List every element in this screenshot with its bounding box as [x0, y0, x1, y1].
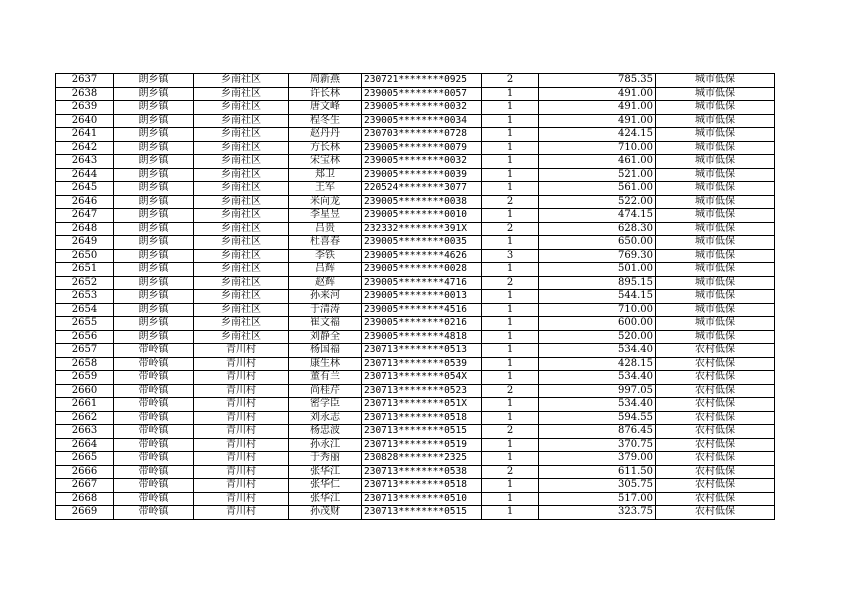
- id-number-cell: 239005********0028: [362, 263, 482, 277]
- amount-cell: 997.05: [539, 384, 656, 398]
- name-cell: 李星昱: [289, 209, 362, 223]
- community-cell: 青川村: [194, 438, 289, 452]
- row-number-cell: 2650: [56, 249, 114, 263]
- name-cell: 孙来河: [289, 290, 362, 304]
- community-cell: 乡南社区: [194, 195, 289, 209]
- town-cell: 带岭镇: [114, 452, 194, 466]
- id-number-cell: 239005********0216: [362, 317, 482, 331]
- town-cell: 带岭镇: [114, 479, 194, 493]
- category-cell: 农村低保: [656, 425, 775, 439]
- community-cell: 乡南社区: [194, 290, 289, 304]
- town-cell: 朗乡镇: [114, 155, 194, 169]
- table-row: [56, 465, 775, 479]
- household-size-cell: 1: [482, 303, 539, 317]
- community-cell: 乡南社区: [194, 74, 289, 88]
- town-cell: 带岭镇: [114, 398, 194, 412]
- id-number-cell: 239005********4716: [362, 276, 482, 290]
- amount-cell: 428.15: [539, 357, 656, 371]
- table-row: [56, 290, 775, 304]
- table-row: [56, 276, 775, 290]
- category-cell: 城市低保: [656, 249, 775, 263]
- id-number-cell: 230703********0728: [362, 128, 482, 142]
- household-size-cell: 1: [482, 168, 539, 182]
- household-size-cell: 1: [482, 141, 539, 155]
- table-row: [56, 506, 775, 520]
- id-number-cell: 230713********0518: [362, 479, 482, 493]
- name-cell: 杜喜春: [289, 236, 362, 250]
- amount-cell: 461.00: [539, 155, 656, 169]
- table-row: [56, 128, 775, 142]
- table-row: [56, 317, 775, 331]
- id-number-cell: 230713********0539: [362, 357, 482, 371]
- household-size-cell: 1: [482, 101, 539, 115]
- id-number-cell: 239005********0079: [362, 141, 482, 155]
- community-cell: 青川村: [194, 371, 289, 385]
- name-cell: 杨忠波: [289, 425, 362, 439]
- community-cell: 青川村: [194, 357, 289, 371]
- row-number-cell: 2666: [56, 465, 114, 479]
- table-row: [56, 222, 775, 236]
- row-number-cell: 2657: [56, 344, 114, 358]
- name-cell: 孙茂财: [289, 506, 362, 520]
- category-cell: 农村低保: [656, 465, 775, 479]
- table-row: [56, 425, 775, 439]
- town-cell: 朗乡镇: [114, 182, 194, 196]
- id-number-cell: 239005********4516: [362, 303, 482, 317]
- household-size-cell: 1: [482, 330, 539, 344]
- town-cell: 朗乡镇: [114, 209, 194, 223]
- town-cell: 带岭镇: [114, 344, 194, 358]
- amount-cell: 305.75: [539, 479, 656, 493]
- town-cell: 朗乡镇: [114, 236, 194, 250]
- category-cell: 城市低保: [656, 209, 775, 223]
- name-cell: 于秀丽: [289, 452, 362, 466]
- town-cell: 朗乡镇: [114, 128, 194, 142]
- id-number-cell: 220524********3077: [362, 182, 482, 196]
- row-number-cell: 2637: [56, 74, 114, 88]
- community-cell: 乡南社区: [194, 222, 289, 236]
- id-number-cell: 230828********2325: [362, 452, 482, 466]
- household-size-cell: 1: [482, 357, 539, 371]
- category-cell: 农村低保: [656, 398, 775, 412]
- household-size-cell: 2: [482, 425, 539, 439]
- name-cell: 郑卫: [289, 168, 362, 182]
- household-size-cell: 1: [482, 398, 539, 412]
- town-cell: 带岭镇: [114, 425, 194, 439]
- id-number-cell: 239005********0010: [362, 209, 482, 223]
- amount-cell: 710.00: [539, 303, 656, 317]
- category-cell: 城市低保: [656, 195, 775, 209]
- name-cell: 方长林: [289, 141, 362, 155]
- category-cell: 城市低保: [656, 263, 775, 277]
- table-row: [56, 344, 775, 358]
- id-number-cell: 239005********0057: [362, 87, 482, 101]
- town-cell: 带岭镇: [114, 371, 194, 385]
- amount-cell: 650.00: [539, 236, 656, 250]
- name-cell: 程冬生: [289, 114, 362, 128]
- community-cell: 青川村: [194, 452, 289, 466]
- row-number-cell: 2641: [56, 128, 114, 142]
- name-cell: 吕贵: [289, 222, 362, 236]
- id-number-cell: 230713********054X: [362, 371, 482, 385]
- household-size-cell: 1: [482, 317, 539, 331]
- row-number-cell: 2653: [56, 290, 114, 304]
- row-number-cell: 2658: [56, 357, 114, 371]
- table-row: [56, 479, 775, 493]
- name-cell: 孙永江: [289, 438, 362, 452]
- table-row: [56, 195, 775, 209]
- table-row: [56, 411, 775, 425]
- table-row: [56, 398, 775, 412]
- household-size-cell: 1: [482, 114, 539, 128]
- amount-cell: 534.40: [539, 398, 656, 412]
- table-row: [56, 101, 775, 115]
- community-cell: 青川村: [194, 398, 289, 412]
- category-cell: 城市低保: [656, 330, 775, 344]
- row-number-cell: 2640: [56, 114, 114, 128]
- table-row: [56, 371, 775, 385]
- household-size-cell: 1: [482, 506, 539, 520]
- category-cell: 农村低保: [656, 492, 775, 506]
- table-row: [56, 492, 775, 506]
- amount-cell: 628.30: [539, 222, 656, 236]
- row-number-cell: 2643: [56, 155, 114, 169]
- name-cell: 于清涛: [289, 303, 362, 317]
- row-number-cell: 2648: [56, 222, 114, 236]
- name-cell: 许长林: [289, 87, 362, 101]
- id-number-cell: 230713********0538: [362, 465, 482, 479]
- community-cell: 乡南社区: [194, 114, 289, 128]
- amount-cell: 895.15: [539, 276, 656, 290]
- row-number-cell: 2642: [56, 141, 114, 155]
- name-cell: 李铁: [289, 249, 362, 263]
- category-cell: 城市低保: [656, 182, 775, 196]
- household-size-cell: 1: [482, 411, 539, 425]
- household-size-cell: 1: [482, 344, 539, 358]
- row-number-cell: 2654: [56, 303, 114, 317]
- community-cell: 乡南社区: [194, 128, 289, 142]
- amount-cell: 491.00: [539, 101, 656, 115]
- id-number-cell: 230713********0515: [362, 506, 482, 520]
- household-size-cell: 1: [482, 263, 539, 277]
- row-number-cell: 2647: [56, 209, 114, 223]
- household-size-cell: 1: [482, 290, 539, 304]
- table-row: [56, 303, 775, 317]
- row-number-cell: 2646: [56, 195, 114, 209]
- amount-cell: 594.55: [539, 411, 656, 425]
- table-row: [56, 155, 775, 169]
- household-size-cell: 1: [482, 492, 539, 506]
- row-number-cell: 2645: [56, 182, 114, 196]
- category-cell: 城市低保: [656, 168, 775, 182]
- amount-cell: 517.00: [539, 492, 656, 506]
- table-row: [56, 182, 775, 196]
- town-cell: 带岭镇: [114, 465, 194, 479]
- town-cell: 带岭镇: [114, 411, 194, 425]
- category-cell: 城市低保: [656, 236, 775, 250]
- town-cell: 朗乡镇: [114, 222, 194, 236]
- category-cell: 城市低保: [656, 114, 775, 128]
- category-cell: 城市低保: [656, 87, 775, 101]
- amount-cell: 491.00: [539, 114, 656, 128]
- row-number-cell: 2664: [56, 438, 114, 452]
- town-cell: 朗乡镇: [114, 303, 194, 317]
- row-number-cell: 2649: [56, 236, 114, 250]
- category-cell: 农村低保: [656, 452, 775, 466]
- id-number-cell: 230713********0515: [362, 425, 482, 439]
- table-row: [56, 236, 775, 250]
- relief-roster-table: [55, 73, 775, 520]
- id-number-cell: 230713********0518: [362, 411, 482, 425]
- town-cell: 朗乡镇: [114, 249, 194, 263]
- town-cell: 朗乡镇: [114, 330, 194, 344]
- name-cell: 刘永志: [289, 411, 362, 425]
- household-size-cell: 1: [482, 236, 539, 250]
- town-cell: 朗乡镇: [114, 114, 194, 128]
- community-cell: 青川村: [194, 479, 289, 493]
- row-number-cell: 2663: [56, 425, 114, 439]
- name-cell: 张华仁: [289, 479, 362, 493]
- row-number-cell: 2656: [56, 330, 114, 344]
- household-size-cell: 1: [482, 128, 539, 142]
- amount-cell: 370.75: [539, 438, 656, 452]
- name-cell: 崔文福: [289, 317, 362, 331]
- category-cell: 城市低保: [656, 141, 775, 155]
- id-number-cell: 239005********0034: [362, 114, 482, 128]
- table-row: [56, 87, 775, 101]
- name-cell: 康生林: [289, 357, 362, 371]
- community-cell: 乡南社区: [194, 141, 289, 155]
- id-number-cell: 230713********051X: [362, 398, 482, 412]
- amount-cell: 611.50: [539, 465, 656, 479]
- name-cell: 刘静全: [289, 330, 362, 344]
- household-size-cell: 2: [482, 222, 539, 236]
- category-cell: 农村低保: [656, 344, 775, 358]
- amount-cell: 501.00: [539, 263, 656, 277]
- category-cell: 城市低保: [656, 317, 775, 331]
- amount-cell: 522.00: [539, 195, 656, 209]
- town-cell: 朗乡镇: [114, 87, 194, 101]
- household-size-cell: 1: [482, 438, 539, 452]
- community-cell: 乡南社区: [194, 317, 289, 331]
- town-cell: 带岭镇: [114, 438, 194, 452]
- id-number-cell: 230713********0513: [362, 344, 482, 358]
- community-cell: 乡南社区: [194, 87, 289, 101]
- name-cell: 王军: [289, 182, 362, 196]
- town-cell: 朗乡镇: [114, 290, 194, 304]
- community-cell: 青川村: [194, 411, 289, 425]
- amount-cell: 710.00: [539, 141, 656, 155]
- row-number-cell: 2665: [56, 452, 114, 466]
- amount-cell: 785.35: [539, 74, 656, 88]
- category-cell: 农村低保: [656, 506, 775, 520]
- community-cell: 乡南社区: [194, 263, 289, 277]
- household-size-cell: 1: [482, 87, 539, 101]
- name-cell: 周新燕: [289, 74, 362, 88]
- community-cell: 乡南社区: [194, 209, 289, 223]
- table-row: [56, 249, 775, 263]
- amount-cell: 520.00: [539, 330, 656, 344]
- category-cell: 城市低保: [656, 128, 775, 142]
- category-cell: 农村低保: [656, 479, 775, 493]
- amount-cell: 544.15: [539, 290, 656, 304]
- amount-cell: 491.00: [539, 87, 656, 101]
- id-number-cell: 230721********0925: [362, 74, 482, 88]
- category-cell: 农村低保: [656, 357, 775, 371]
- town-cell: 带岭镇: [114, 357, 194, 371]
- name-cell: 吕辉: [289, 263, 362, 277]
- id-number-cell: 239005********0035: [362, 236, 482, 250]
- table-row: [56, 168, 775, 182]
- household-size-cell: 2: [482, 74, 539, 88]
- household-size-cell: 1: [482, 479, 539, 493]
- name-cell: 赵辉: [289, 276, 362, 290]
- row-number-cell: 2655: [56, 317, 114, 331]
- amount-cell: 424.15: [539, 128, 656, 142]
- table-row: [56, 141, 775, 155]
- town-cell: 带岭镇: [114, 506, 194, 520]
- id-number-cell: 239005********4818: [362, 330, 482, 344]
- id-number-cell: 239005********4626: [362, 249, 482, 263]
- row-number-cell: 2661: [56, 398, 114, 412]
- row-number-cell: 2668: [56, 492, 114, 506]
- row-number-cell: 2638: [56, 87, 114, 101]
- community-cell: 乡南社区: [194, 276, 289, 290]
- category-cell: 城市低保: [656, 303, 775, 317]
- community-cell: 青川村: [194, 492, 289, 506]
- id-number-cell: 239005********0038: [362, 195, 482, 209]
- name-cell: 唐文峰: [289, 101, 362, 115]
- community-cell: 乡南社区: [194, 155, 289, 169]
- table-row: [56, 330, 775, 344]
- community-cell: 乡南社区: [194, 249, 289, 263]
- amount-cell: 521.00: [539, 168, 656, 182]
- town-cell: 朗乡镇: [114, 276, 194, 290]
- amount-cell: 323.75: [539, 506, 656, 520]
- category-cell: 城市低保: [656, 74, 775, 88]
- household-size-cell: 1: [482, 452, 539, 466]
- community-cell: 乡南社区: [194, 182, 289, 196]
- id-number-cell: 230713********0510: [362, 492, 482, 506]
- category-cell: 农村低保: [656, 384, 775, 398]
- row-number-cell: 2652: [56, 276, 114, 290]
- id-number-cell: 239005********0032: [362, 101, 482, 115]
- id-number-cell: 239005********0032: [362, 155, 482, 169]
- household-size-cell: 2: [482, 276, 539, 290]
- name-cell: 米向龙: [289, 195, 362, 209]
- row-number-cell: 2644: [56, 168, 114, 182]
- community-cell: 乡南社区: [194, 101, 289, 115]
- town-cell: 朗乡镇: [114, 101, 194, 115]
- household-size-cell: 1: [482, 371, 539, 385]
- community-cell: 青川村: [194, 506, 289, 520]
- category-cell: 农村低保: [656, 438, 775, 452]
- table-row: [56, 384, 775, 398]
- household-size-cell: 2: [482, 465, 539, 479]
- name-cell: 张华江: [289, 492, 362, 506]
- amount-cell: 534.40: [539, 344, 656, 358]
- table-row: [56, 114, 775, 128]
- row-number-cell: 2659: [56, 371, 114, 385]
- community-cell: 乡南社区: [194, 303, 289, 317]
- household-size-cell: 2: [482, 195, 539, 209]
- town-cell: 朗乡镇: [114, 263, 194, 277]
- table-row: [56, 438, 775, 452]
- table-row: [56, 357, 775, 371]
- amount-cell: 600.00: [539, 317, 656, 331]
- household-size-cell: 3: [482, 249, 539, 263]
- name-cell: 宋宝林: [289, 155, 362, 169]
- name-cell: 董有兰: [289, 371, 362, 385]
- community-cell: 青川村: [194, 425, 289, 439]
- community-cell: 青川村: [194, 465, 289, 479]
- town-cell: 朗乡镇: [114, 141, 194, 155]
- household-size-cell: 2: [482, 384, 539, 398]
- name-cell: 杨国福: [289, 344, 362, 358]
- community-cell: 青川村: [194, 384, 289, 398]
- category-cell: 城市低保: [656, 290, 775, 304]
- community-cell: 乡南社区: [194, 168, 289, 182]
- amount-cell: 876.45: [539, 425, 656, 439]
- category-cell: 城市低保: [656, 101, 775, 115]
- household-size-cell: 1: [482, 209, 539, 223]
- category-cell: 农村低保: [656, 411, 775, 425]
- id-number-cell: 232332********391X: [362, 222, 482, 236]
- row-number-cell: 2662: [56, 411, 114, 425]
- town-cell: 朗乡镇: [114, 168, 194, 182]
- id-number-cell: 239005********0013: [362, 290, 482, 304]
- row-number-cell: 2669: [56, 506, 114, 520]
- household-size-cell: 1: [482, 182, 539, 196]
- community-cell: 乡南社区: [194, 236, 289, 250]
- town-cell: 朗乡镇: [114, 74, 194, 88]
- row-number-cell: 2667: [56, 479, 114, 493]
- name-cell: 张华江: [289, 465, 362, 479]
- household-size-cell: 1: [482, 155, 539, 169]
- amount-cell: 769.30: [539, 249, 656, 263]
- table-row: [56, 452, 775, 466]
- name-cell: 赵丹丹: [289, 128, 362, 142]
- table-row: [56, 263, 775, 277]
- name-cell: 密学臣: [289, 398, 362, 412]
- name-cell: 尚桂芹: [289, 384, 362, 398]
- amount-cell: 534.40: [539, 371, 656, 385]
- category-cell: 城市低保: [656, 276, 775, 290]
- table-row: [56, 209, 775, 223]
- community-cell: 青川村: [194, 344, 289, 358]
- id-number-cell: 230713********0519: [362, 438, 482, 452]
- town-cell: 带岭镇: [114, 384, 194, 398]
- table-row: [56, 74, 775, 88]
- community-cell: 乡南社区: [194, 330, 289, 344]
- category-cell: 城市低保: [656, 155, 775, 169]
- row-number-cell: 2639: [56, 101, 114, 115]
- amount-cell: 474.15: [539, 209, 656, 223]
- category-cell: 农村低保: [656, 371, 775, 385]
- id-number-cell: 239005********0039: [362, 168, 482, 182]
- town-cell: 朗乡镇: [114, 195, 194, 209]
- row-number-cell: 2651: [56, 263, 114, 277]
- amount-cell: 561.00: [539, 182, 656, 196]
- town-cell: 带岭镇: [114, 492, 194, 506]
- amount-cell: 379.00: [539, 452, 656, 466]
- id-number-cell: 230713********0523: [362, 384, 482, 398]
- town-cell: 朗乡镇: [114, 317, 194, 331]
- row-number-cell: 2660: [56, 384, 114, 398]
- category-cell: 城市低保: [656, 222, 775, 236]
